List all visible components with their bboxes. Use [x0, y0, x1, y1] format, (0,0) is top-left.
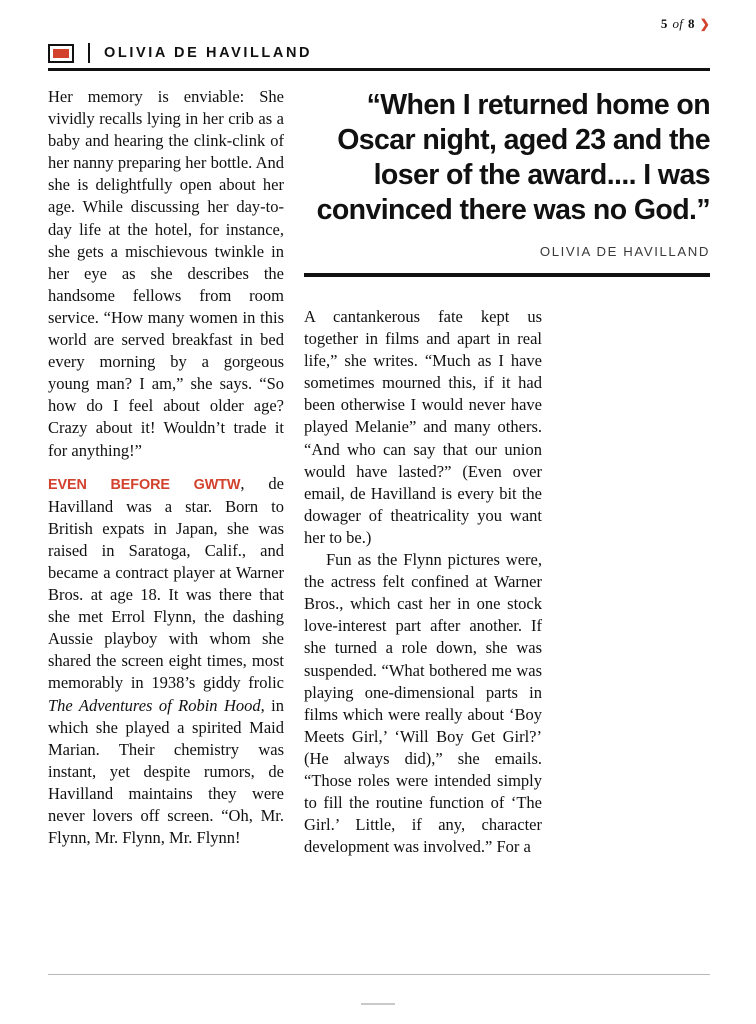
- magazine-logo-icon: [48, 44, 74, 63]
- paragraph: Her memory is enviable: She vividly recalls lying in her crib as a baby and hearing the clink-clink of her nanny preparing her bottle. And she is delightfully open about her age. While discussing her day-to-day life at the hotel, for instance, she gets a mischievous twinkle in her eye as she describes the handsome fellows from room service. “How many women in this world are served breakfast in bed every morning by a gorgeous young man? I am,” she says. “So how do I feel about older age? Crazy about it! Wouldn’t trade it for anything!”: [48, 87, 284, 460]
- footer-rule: [48, 974, 710, 975]
- paragraph-spacer: [48, 462, 284, 473]
- pull-quote-attribution: OLIVIA DE HAVILLAND: [539, 244, 710, 259]
- paragraph-with-lead-in: [48, 473, 284, 850]
- masthead-title: OLIVIA DE HAVILLAND: [104, 45, 313, 61]
- lead-in-italic-text: GWTW: [193, 476, 241, 493]
- page-of-label: of: [672, 16, 684, 31]
- footer-mark: [361, 1003, 395, 1005]
- masthead-divider: [88, 43, 90, 63]
- page-indicator: [661, 16, 710, 32]
- pull-quote-rule: [304, 273, 710, 277]
- article-column-left: [48, 86, 284, 849]
- masthead-rule: [48, 68, 710, 71]
- pull-quote: [304, 88, 710, 277]
- article-column-right: [304, 306, 542, 858]
- page-total: 8: [688, 16, 695, 31]
- lead-in-text: EVEN BEFORE: [48, 476, 194, 493]
- paragraph-body: , de Havilland was a star. Born to British expats in Japan, she was raised in Saratoga, Calif., and became a contract player at Warner Bros. at age 18. It was there that she met Errol Flynn, the dashing Aussie playboy with whom she shared the screen eight times, most memorably in 1938’s giddy frolic: [48, 473, 285, 693]
- chevron-right-icon[interactable]: ❯: [699, 17, 710, 31]
- masthead: [48, 38, 710, 68]
- pull-quote-text: “When I returned home on Oscar night, aged 23 and the loser of the award.... I was convinced there was no God.”: [316, 89, 710, 226]
- paragraph-body-end: , in which she played a spirited Maid Marian. Their chemistry was instant, yet despite rumors, de Havilland maintains they were never lovers off screen. “Oh, Mr. Flynn, Mr. Flynn, Mr. Flynn!: [48, 695, 284, 848]
- film-title: The Adventures of Robin Hood: [48, 695, 261, 715]
- page-current: 5: [660, 16, 668, 31]
- paragraph: Fun as the Flynn pictures were, the actress felt confined at Warner Bros., which cast her in one stock love-interest part after another. If she turned a role down, she was suspended. “What bothered me was playing one-dimensional parts in films which were really about ‘Boy Meets Girl,’ ‘Will Boy Get Girl?’ (He always did),” she emails. “Those roles were intended simply to fill the routine function of ‘The Girl.’ Little, if any, character development was involved.” For a: [304, 550, 542, 857]
- paragraph: A cantankerous fate kept us together in films and apart in real life,” she writes. “Much as I have sometimes mourned this, if it had been otherwise I would never have played Melanie” and many others. “And who can say that our union would have lasted?” (Even over email, de Havilland is every bit the dowager of theatricality you want her to be.): [304, 307, 542, 547]
